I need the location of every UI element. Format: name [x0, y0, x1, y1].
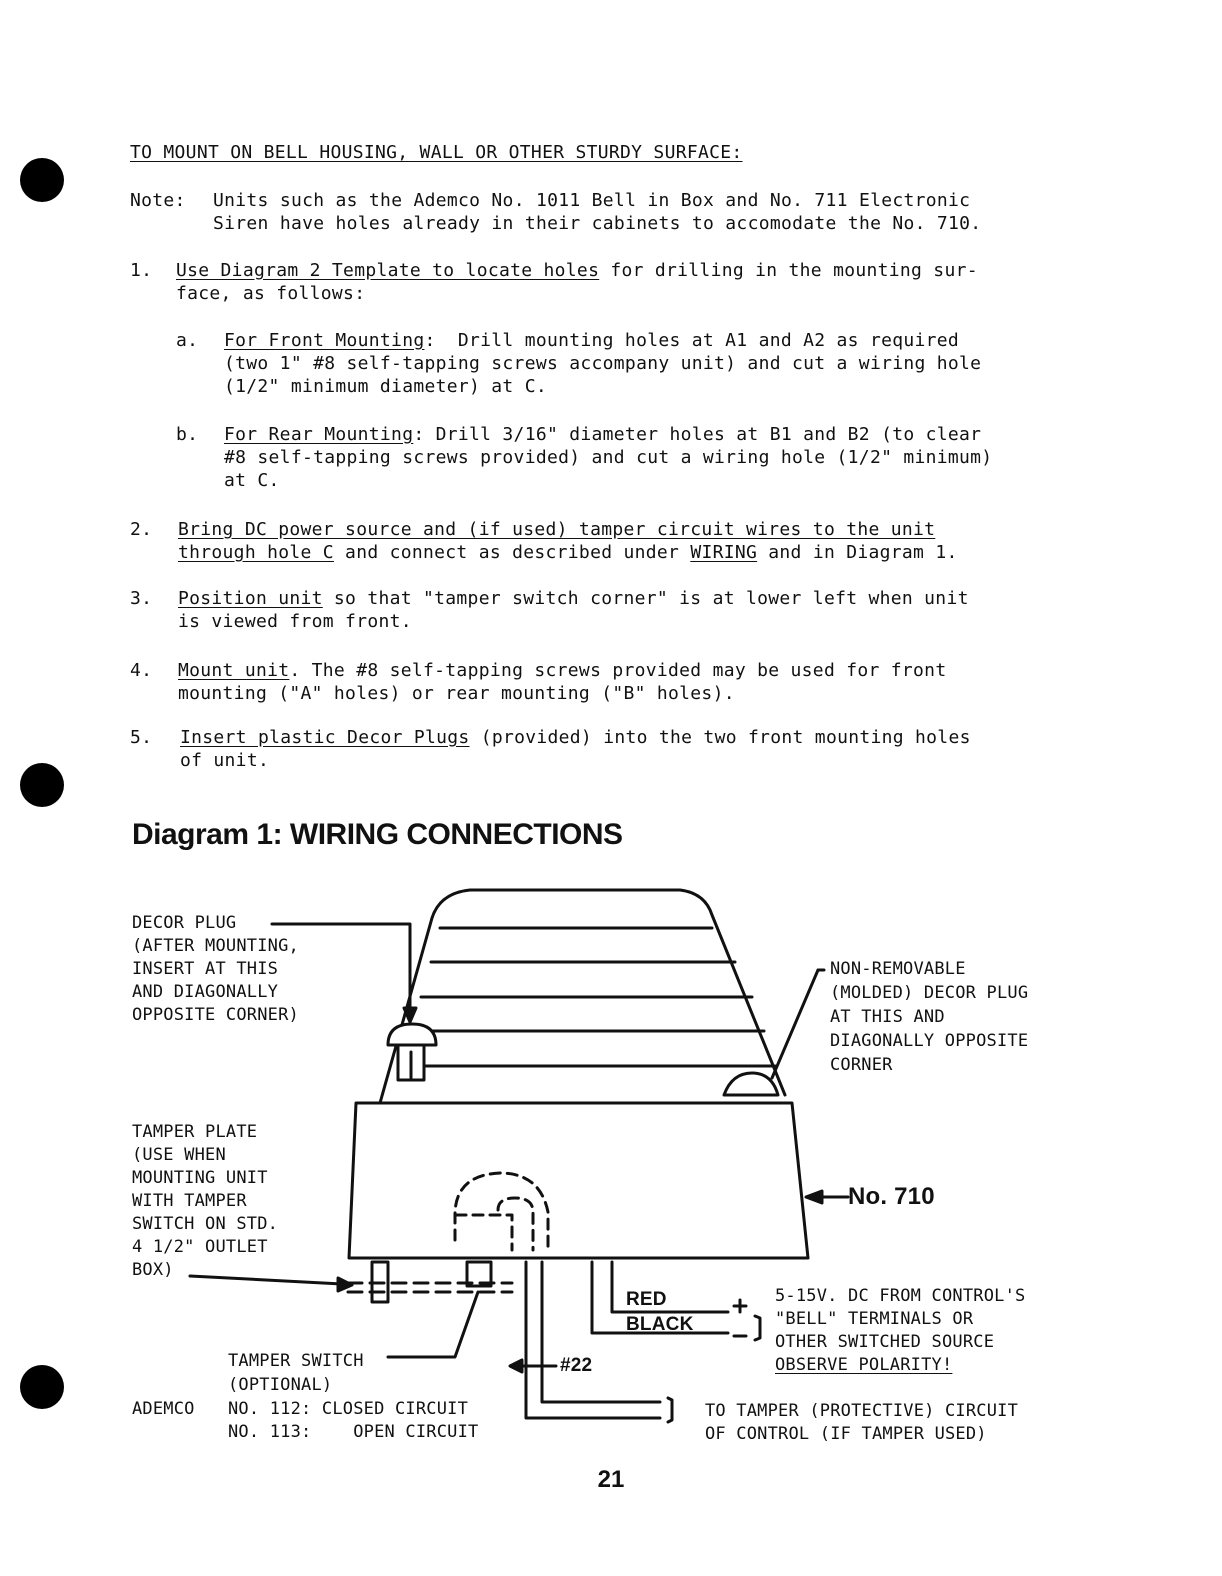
- note-label: Note:: [130, 190, 186, 211]
- tamper-switch-leader: [388, 1292, 478, 1357]
- unit-base: [349, 1103, 808, 1258]
- substep-b-lead: For Rear Mounting: [224, 424, 414, 445]
- substep-b-line-3: at C.: [224, 470, 280, 491]
- substep-b-line-2: #8 self-tapping screws provided) and cut a wiring hole (1/2" minimum): [224, 447, 993, 468]
- step-5-line-2: of unit.: [180, 750, 270, 771]
- power-line-2: "BELL" TERMINALS OR: [775, 1309, 974, 1329]
- step-number: 4.: [130, 660, 153, 681]
- black-wire-label: BLACK: [626, 1314, 694, 1335]
- no113-label: NO. 113: OPEN CIRCUIT: [228, 1422, 479, 1442]
- power-brace: [755, 1316, 760, 1340]
- step-3-lead: Position unit: [178, 588, 323, 609]
- page-number: 21: [597, 1466, 625, 1493]
- step-number: 3.: [130, 588, 153, 609]
- tamper-plate-leader: [190, 1276, 342, 1284]
- step-2-rest: and in Diagram 1.: [757, 542, 958, 563]
- step-1-rest: for drilling in the mounting sur-: [599, 260, 978, 281]
- tamper-plate-line-4: WITH TAMPER: [132, 1191, 247, 1211]
- step-number: 5.: [130, 727, 153, 748]
- step-4-line-2: mounting ("A" holes) or rear mounting ("B" holes).: [178, 683, 735, 704]
- no112-label: NO. 112: CLOSED CIRCUIT: [228, 1399, 469, 1419]
- non-removable-line-3: AT THIS AND: [830, 1007, 945, 1027]
- step-number: 2.: [130, 519, 153, 540]
- section-heading: TO MOUNT ON BELL HOUSING, WALL OR OTHER STURDY SURFACE:: [130, 142, 743, 163]
- substep-letter: b.: [176, 424, 199, 445]
- step-number: 1.: [130, 260, 153, 281]
- step-3-line-2: is viewed from front.: [178, 611, 412, 632]
- step-5-rest: (provided) into the two front mounting holes: [469, 727, 971, 748]
- decor-plug-line-1: DECOR PLUG: [132, 913, 237, 933]
- step-2-mid: and connect as described under: [333, 542, 691, 563]
- tamper-circuit-line-2: OF CONTROL (IF TAMPER USED): [705, 1424, 987, 1444]
- substep-a-line-2: (two 1" #8 self-tapping screws accompany unit) and cut a wiring hole: [224, 353, 982, 374]
- decor-plug-line-5: OPPOSITE CORNER): [132, 1005, 299, 1025]
- decor-plug-left: [388, 1024, 436, 1045]
- note-line-2: Siren have holes already in their cabinets to accomodate the No. 710.: [213, 213, 982, 234]
- non-removable-line-1: NON-REMOVABLE: [830, 959, 966, 979]
- wiring-link[interactable]: WIRING: [690, 542, 758, 563]
- tamper-plate-line-5: SWITCH ON STD.: [132, 1214, 279, 1234]
- step-2-lead-2: through hole C: [178, 542, 334, 563]
- step-5-lead: Insert plastic Decor Plugs: [180, 727, 470, 748]
- minus-sign: [735, 1320, 736, 1343]
- molded-plug-leader: [772, 970, 818, 1078]
- step-1-line-2: face, as follows:: [176, 283, 366, 304]
- tamper-switch-line-1: TAMPER SWITCH: [228, 1351, 364, 1371]
- tamper-circuit-line-1: TO TAMPER (PROTECTIVE) CIRCUIT: [705, 1401, 1019, 1421]
- step-3-rest: so that "tamper switch corner" is at lower left when unit: [322, 588, 969, 609]
- ademco-label: ADEMCO: [132, 1399, 195, 1419]
- decor-plug-line-4: AND DIAGONALLY: [132, 982, 279, 1002]
- non-removable-line-2: (MOLDED) DECOR PLUG: [830, 983, 1029, 1003]
- tamper-plate-line-1: TAMPER PLATE: [132, 1122, 258, 1142]
- tamper-switch-line-2: (OPTIONAL): [228, 1375, 333, 1395]
- model-label: No. 710: [848, 1183, 935, 1210]
- polarity-warning: OBSERVE POLARITY!: [775, 1355, 953, 1375]
- step-2-line-1: Bring DC power source and (if used) tamper circuit wires to the unit: [178, 519, 936, 540]
- wire-gauge-label: #22: [560, 1355, 593, 1376]
- non-removable-line-4: DIAGONALLY OPPOSITE: [830, 1031, 1029, 1051]
- step-4-rest: . The #8 self-tapping screws provided may be used for front: [289, 660, 947, 681]
- substep-b-rest: : Drill 3/16" diameter holes at B1 and B2 (to clear: [413, 424, 982, 445]
- tamper-plate-line-3: MOUNTING UNIT: [132, 1168, 268, 1188]
- tamper-plate-line-7: BOX): [132, 1260, 174, 1280]
- substep-a-lead: For Front Mounting: [224, 330, 425, 351]
- plus-sign: [735, 1289, 736, 1312]
- non-removable-line-5: CORNER: [830, 1055, 893, 1075]
- decor-plug-line-3: INSERT AT THIS: [132, 959, 279, 979]
- tamper-plate-line-6: 4 1/2" OUTLET: [132, 1237, 268, 1257]
- diagram-title: Diagram 1: WIRING CONNECTIONS: [132, 818, 623, 851]
- tamper-brace: [668, 1398, 672, 1422]
- substep-a-rest: : Drill mounting holes at A1 and A2 as required: [424, 330, 960, 351]
- molded-plug-right: [724, 1073, 778, 1095]
- substep-a-line-3: (1/2" minimum diameter) at C.: [224, 376, 547, 397]
- tamper-plate-line-2: (USE WHEN: [132, 1145, 226, 1165]
- power-line-3: OTHER SWITCHED SOURCE: [775, 1332, 995, 1352]
- note-line-1: Units such as the Ademco No. 1011 Bell in Box and No. 711 Electronic: [213, 190, 971, 211]
- power-line-1: 5-15V. DC FROM CONTROL'S: [775, 1286, 1026, 1306]
- decor-plug-line-2: (AFTER MOUNTING,: [132, 936, 299, 956]
- substep-letter: a.: [176, 330, 199, 351]
- red-wire-label: RED: [626, 1289, 667, 1310]
- step-1-lead: Use Diagram 2 Template to locate holes: [176, 260, 600, 281]
- step-4-lead: Mount unit: [178, 660, 290, 681]
